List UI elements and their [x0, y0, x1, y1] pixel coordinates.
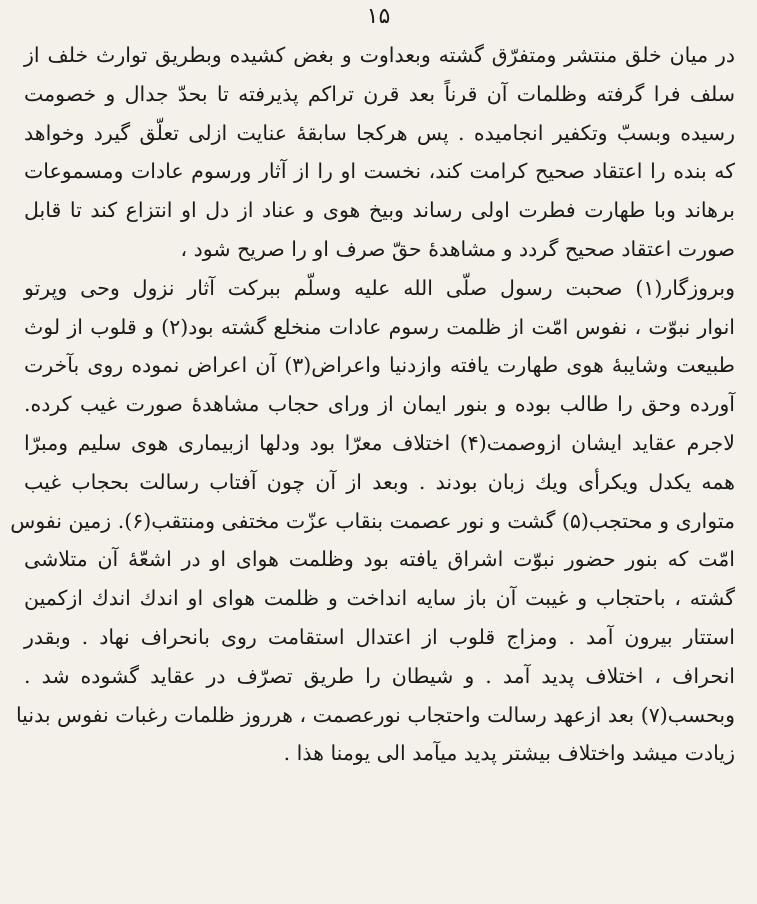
text-line: رسیده وبسبّ وتکفیر انجامیده . پس هرکجا سابقهٔ عنایت ازلی تعلّق گیرد وخواهد [24, 120, 735, 145]
text-line: لاجرم عقاید ایشان ازوصمت(۴) اختلاف معرّا بود ودلها ازبیماری هوی سلیم ومبرّا [24, 430, 735, 455]
text-line: گشته ، باحتجاب و غیبت آن باز سایه انداخت و ظلمت هوای او اندك اندك ازکمین [24, 586, 735, 611]
text-line: طبیعت وشایبهٔ هوی طهارت یافته وازدنیا واعراض(۳) آن اعراض نموده روی بآخرت [24, 353, 735, 378]
text-line: آورده وحق را طالب بوده و بنور ایمان از ورای حجاب مشاهدهٔ صورت غیب کرده. [24, 392, 735, 417]
text-line: وبحسب(۷) بعد ازعهد رسالت واحتجاب نورعصمت ، هرروز ظلمات رغبات نفوس بدنیا [15, 702, 735, 727]
text-line: متواری و محتجب(۵) گشت و نور عصمت بنقاب عزّت مختفی ومنتقب(۶). زمین نفوس [10, 508, 735, 533]
text-line: که بنده را اعتقاد صحیح کرامت کند، نخست او را از آثار ورسوم عادات ومسموعات [24, 159, 735, 184]
body-text [10, 36, 736, 773]
text-line: انحراف ، اختلاف پدید آمد . و شیطان را طریق تصرّف در عقاید گشوده شد . [24, 663, 735, 688]
text-line: برهاند وبا طهارت فطرت اولی رساند وبیخ هوی و عناد از دل او انتزاع کند تا قابل [24, 198, 735, 223]
text-line: در میان خلق منتشر ومتفرّق گشته وبعداوت و بغض کشیده وبطریق توارث خلف از [24, 43, 735, 67]
text-line: همه یکدل ویکرأی ویك زبان بودند . وبعد از آن چون آفتاب رسالت بحجاب غیب [24, 469, 735, 494]
text-line: زیادت میشد واختلاف بیشتر پدید میآمد الی یومنا هذا . [283, 741, 735, 766]
text-line: انوار نبوّت ، نفوس امّت از ظلمت رسوم عادات منخلع گشته بود(۲) و قلوب از لوث [24, 314, 736, 339]
page-number: ۱۵ [366, 4, 391, 29]
text-line: وبروزگار(۱) صحبت رسول صلّی الله علیه وسلّم ببرکت آثار نزول وحی وپرتو [24, 275, 735, 300]
text-line: صورت اعتقاد صحیح گردد و مشاهدهٔ حقّ صرف او را صریح شود ، [180, 236, 735, 261]
text-line: سلف فرا گرفته وظلمات آن قرناً بعد قرن تراکم پذیرفته تا بحدّ جدال و خصومت [24, 81, 735, 106]
text-line: امّت که بنور حضور نبوّت اشراق یافته بود وظلمت هوای او در اشعّهٔ آن متلاشی [24, 547, 735, 572]
text-line: استتار بیرون آمد . ومزاج قلوب از اعتدال استقامت روی بانحراف نهاد . وبقدر [24, 624, 735, 649]
